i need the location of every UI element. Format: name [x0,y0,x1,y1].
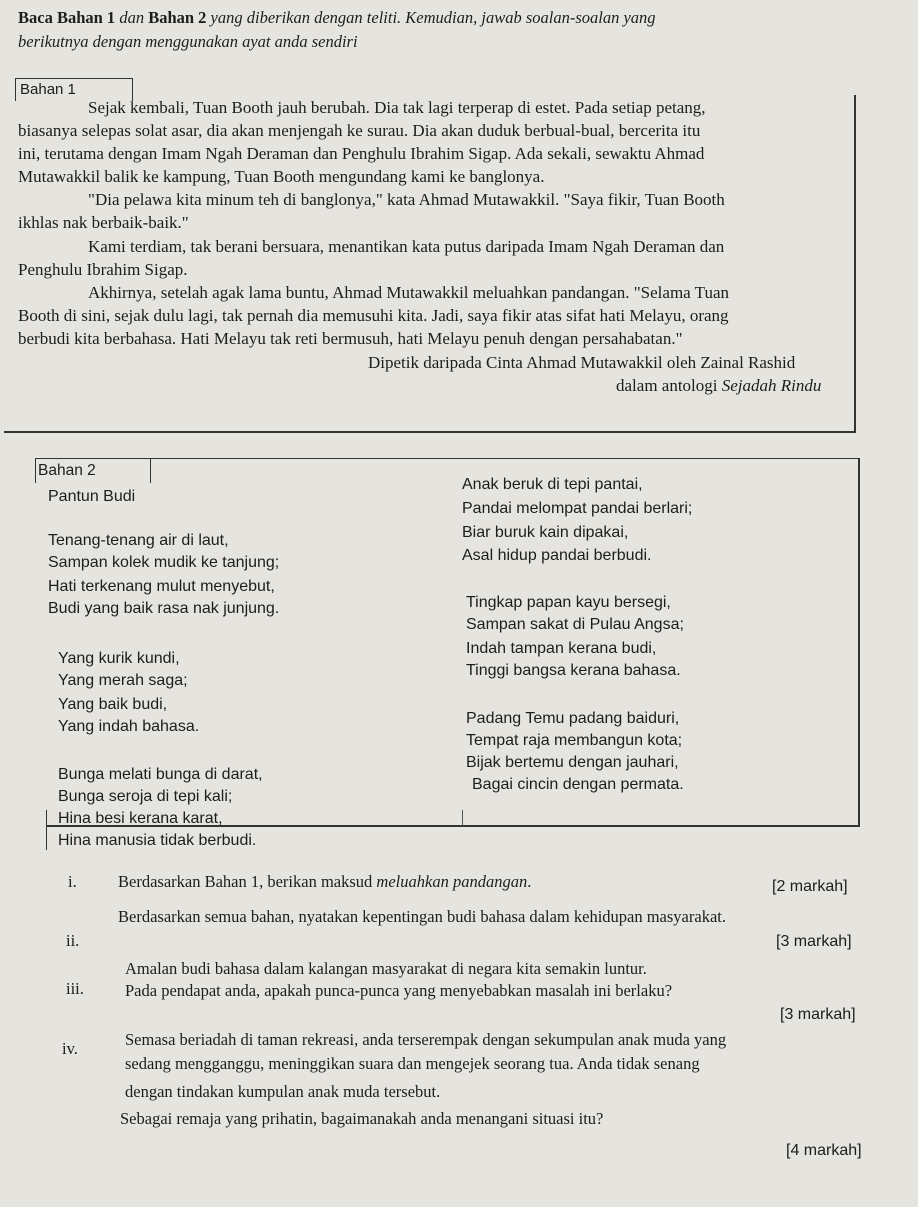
question-text: Berdasarkan Bahan 1, berikan maksud meluahkan pandangan. [118,872,532,891]
instruction-bahan2: Bahan 2 [148,8,207,27]
bahan1-line: Booth di sini, sejak dulu lagi, tak pernah dia memusuhi kita. Jadi, saya fikir atas sifat hati Melayu, orang [18,306,729,325]
pantun-line: Yang indah bahasa. [58,718,200,735]
bahan1-line: Akhirnya, setelah agak lama buntu, Ahmad Mutawakkil meluahkan pandangan. "Selama Tuan [88,283,729,302]
pantun-line: Tinggi bangsa kerana bahasa. [466,662,681,679]
pantun-line: Tingkap papan kayu bersegi, [466,594,671,611]
pantun-line: Yang baik budi, [58,696,168,713]
pantun-line: Sampan kolek mudik ke tanjung; [48,554,280,571]
pantun-line: Asal hidup pandai berbudi. [462,547,652,564]
question-text: Pada pendapat anda, apakah punca-punca yang menyebabkan masalah ini berlaku? [125,981,673,1000]
instruction-dan: dan [115,8,149,27]
question-number: i. [68,872,77,891]
bahan2-label: Bahan 2 [35,458,151,483]
question-text: dengan tindakan kumpulan anak muda tersebut. [125,1082,441,1101]
pantun-line: Hati terkenang mulut menyebut, [48,578,275,595]
bahan1-line: biasanya selepas solat asar, dia akan menjengah ke surau. Dia akan duduk berbual-bual, bercerita itu [18,121,701,140]
pantun-line: Pandai melompat pandai berlari; [462,500,693,517]
pantun-line: Hina besi kerana karat, [58,810,223,827]
question-text: Berdasarkan semua bahan, nyatakan kepentingan budi bahasa dalam kehidupan masyarakat. [118,907,726,926]
bahan1-line: Kami terdiam, tak berani bersuara, menantikan kata putus daripada Imam Ngah Deraman dan [88,237,725,256]
pantun-line: Tenang-tenang air di laut, [48,532,229,549]
bahan1-line: Mutawakkil balik ke kampung, Tuan Booth mengundang kami ke banglonya. [18,167,545,186]
question-number: iv. [62,1039,78,1058]
bahan2-left-border [46,810,47,850]
pantun-line: Bijak bertemu dengan jauhari, [466,754,679,771]
instruction-rest: yang diberikan dengan teliti. Kemudian, jawab soalan-soalan yang [206,8,656,27]
marks-label: [4 markah] [786,1142,862,1159]
pantun-line: Tempat raja membangun kota; [466,732,683,749]
instruction-line-1 [18,6,908,30]
pantun-line: Yang kurik kundi, [58,650,180,667]
pantun-line: Yang merah saga; [58,672,188,689]
bahan1-source-2: dalam antologi Sejadah Rindu [616,376,822,395]
bahan1-label: Bahan 1 [15,78,133,101]
question-text: Sebagai remaja yang prihatin, bagaimanakah anda menangani situasi itu? [120,1109,604,1128]
pantun-line: Bunga seroja di tepi kali; [58,788,233,805]
pantun-line: Biar buruk kain dipakai, [462,524,629,541]
bahan1-line: ini, terutama dengan Imam Ngah Deraman dan Penghulu Ibrahim Sigap. Ada sekali, sewaktu Ahmad [18,144,705,163]
marks-label: [3 markah] [780,1006,856,1023]
marks-label: [2 markah] [772,878,848,895]
question-text: Amalan budi bahasa dalam kalangan masyarakat di negara kita semakin luntur. [125,959,647,978]
question-text: Semasa beriadah di taman rekreasi, anda terserempak dengan sekumpulan anak muda yang [125,1030,727,1049]
anthology-title: Sejadah Rindu [721,376,822,395]
pantun-line: Indah tampan kerana budi, [466,640,657,657]
pantun-line: Bunga melati bunga di darat, [58,766,263,783]
bahan1-line: Penghulu Ibrahim Sigap. [18,260,188,279]
bahan1-line: berbudi kita berbahasa. Hati Melayu tak reti bermusuh, hati Melayu penuh dengan persahabatan." [18,329,683,348]
bahan1-line: ikhlas nak berbaik-baik." [18,213,189,232]
instruction-bahan1: Baca Bahan 1 [18,8,116,27]
pantun-line: Budi yang baik rasa nak junjung. [48,600,280,617]
marks-label: [3 markah] [776,933,852,950]
question-text: sedang mengganggu, meninggikan suara dan mengejek seorang tua. Anda tidak senang [125,1054,700,1073]
bahan2-divider [462,810,463,826]
bahan1-source: Dipetik daripada Cinta Ahmad Mutawakkil oleh Zainal Rashid [368,353,796,372]
instruction [18,6,908,54]
bahan1-line: "Dia pelawa kita minum teh di banglonya," kata Ahmad Mutawakkil. "Saya fikir, Tuan Booth [88,190,725,209]
question-number: ii. [66,931,80,950]
question-number: iii. [66,979,84,998]
pantun-line: Hina manusia tidak berbudi. [58,832,257,849]
instruction-line-2: berikutnya dengan menggunakan ayat anda sendiri [18,32,358,51]
pantun-line: Sampan sakat di Pulau Angsa; [466,616,684,633]
question-italic-term: meluahkan pandangan [376,872,528,891]
pantun-title: Pantun Budi [48,488,136,505]
bahan1-line: Sejak kembali, Tuan Booth jauh berubah. Dia tak lagi terperap di estet. Pada setiap petang, [88,98,706,117]
pantun-line: Padang Temu padang baiduri, [466,710,680,727]
pantun-line: Anak beruk di tepi pantai, [462,476,643,493]
pantun-line: Bagai cincin dengan permata. [472,776,684,793]
